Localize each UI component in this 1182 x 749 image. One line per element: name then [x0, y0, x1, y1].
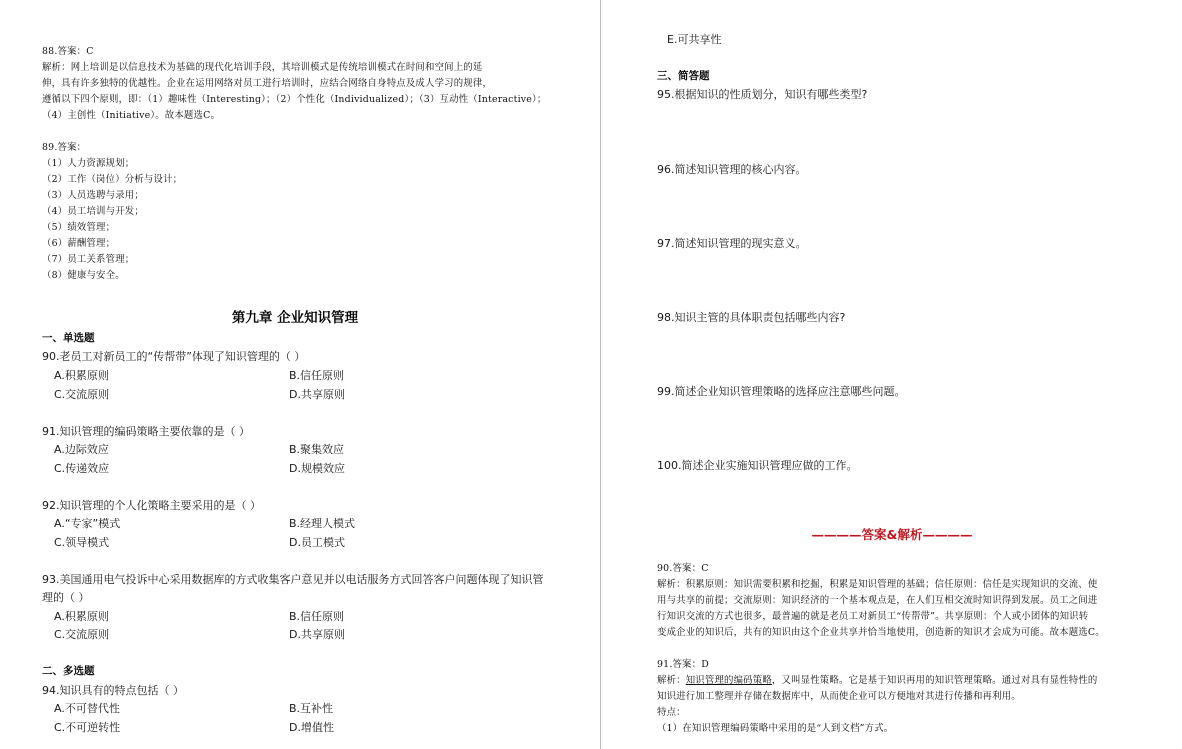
answer-90-line: 用与共享的前提；交流原则：知识经济的一个基本观点是，在人们互相交流时知识得到发展。员工之间进 [657, 595, 1098, 606]
option-e: E.可共享性 [667, 33, 722, 46]
option-c: C.传递效应 [54, 462, 110, 475]
section-multiple-choice: 二、多选题 [42, 665, 95, 677]
answer-91-line [657, 673, 1097, 689]
answer-90-title: 90.答案：C [657, 563, 709, 574]
answer-88-line: （4）主创性（Initiative）。故本题选C。 [42, 110, 221, 121]
option-d: D.共享原则 [289, 388, 345, 401]
option-d: D.共享原则 [289, 628, 345, 641]
answer-88-title: 88.答案：C [42, 46, 94, 57]
question-99: 99.简述企业知识管理策略的选择应注意哪些问题。 [657, 385, 906, 398]
right-page [602, 0, 1182, 749]
answer-88-line: 伸，具有许多独特的优越性。企业在运用网络对员工进行培训时，应结合网络自身特点及成人学习的规律， [42, 78, 493, 89]
answer-91-line: 特点： [657, 707, 686, 718]
section-short-answer: 三、简答题 [657, 70, 710, 82]
answer-91-underlined-term: 知识管理的编码策略 [685, 675, 772, 686]
question-94: 94.知识具有的特点包括（ ） [42, 684, 184, 697]
question-92: 92.知识管理的个人化策略主要采用的是（ ） [42, 499, 261, 512]
question-97: 97.简述知识管理的现实意义。 [657, 237, 807, 250]
answer-91-prefix: 解析： [657, 675, 686, 686]
answer-89-line: （4）员工培训与开发； [42, 206, 144, 217]
answer-88-line: 解析：网上培训是以信息技术为基础的现代化培训手段，其培训模式是传统培训模式在时间和空间上的延 [42, 62, 483, 73]
answer-88-line: 遵循以下四个原则，即：（1）趣味性（Interesting）；（2）个性化（Individualized）；（3）互动性（Interactive）； [42, 94, 547, 105]
option-b: B.信任原则 [289, 610, 345, 623]
option-b: B.聚集效应 [289, 443, 345, 456]
option-a: A.“专家”模式 [54, 517, 121, 530]
answer-89-line: （5）绩效管理； [42, 222, 116, 233]
answer-89-line: （2）工作（岗位）分析与设计； [42, 174, 183, 185]
question-100: 100.简述企业实施知识管理应做的工作。 [657, 459, 858, 472]
answer-91-line: （1）在知识管理编码策略中采用的是“人到文档”方式。 [657, 723, 894, 734]
option-d: D.增值性 [289, 721, 334, 734]
page-divider [600, 0, 601, 749]
question-98: 98.知识主管的具体职责包括哪些内容? [657, 311, 846, 324]
question-93: 93.美国通用电气投诉中心采用数据库的方式收集客户意见并以电话服务方式回答客户问题体现了知识管 [42, 573, 544, 586]
answer-91-title: 91.答案：D [657, 659, 709, 670]
option-a: A.积累原则 [54, 369, 109, 382]
question-96: 96.简述知识管理的核心内容。 [657, 163, 807, 176]
option-a: A.不可替代性 [54, 702, 120, 715]
answer-91-line: 知识进行加工整理并存储在数据库中，从而使企业可以方便地对其进行传播和再利用。 [657, 691, 1021, 702]
option-d: D.规模效应 [289, 462, 345, 475]
option-a: A.边际效应 [54, 443, 109, 456]
answer-89-line: （8）健康与安全。 [42, 270, 125, 281]
answer-89-line: （6）薪酬管理； [42, 238, 116, 249]
answer-90-line: 行知识交流的方式也很多，最普遍的就是老员工对新员工“传帮带”。共享原则：个人或小团体的知识转 [657, 611, 1089, 622]
section-single-choice: 一、单选题 [42, 332, 95, 344]
option-c: C.领导模式 [54, 536, 110, 549]
answer-89-line: （1）人力资源规划； [42, 158, 135, 169]
option-c: C.交流原则 [54, 628, 110, 641]
answer-89-title: 89.答案： [42, 142, 87, 153]
option-b: B.经理人模式 [289, 517, 356, 530]
option-d: D.员工模式 [289, 536, 345, 549]
answer-90-line: 变成企业的知识后，共有的知识由这个企业共享并恰当地使用，创造新的知识才会成为可能。故本题选C。 [657, 627, 1105, 638]
question-95: 95.根据知识的性质划分，知识有哪些类型? [657, 88, 868, 101]
answers-banner: ————答案&解析———— [811, 527, 973, 542]
answer-90-line: 解析：积累原则：知识需要积累和挖掘，积累是知识管理的基础；信任原则：信任是实现知识的交流、使 [657, 579, 1098, 590]
question-91: 91.知识管理的编码策略主要依靠的是（ ） [42, 425, 250, 438]
chapter-title: 第九章 企业知识管理 [231, 310, 359, 326]
answer-89-line: （7）员工关系管理； [42, 254, 135, 265]
question-90: 90.老员工对新员工的“传帮带”体现了知识管理的（ ） [42, 350, 306, 363]
option-c: C.交流原则 [54, 388, 110, 401]
option-b: B.信任原则 [289, 369, 345, 382]
option-c: C.不可逆转性 [54, 721, 121, 734]
option-b: B.互补性 [289, 702, 334, 715]
answer-89-line: （3）人员选聘与录用； [42, 190, 144, 201]
answer-91-rest: ，又叫显性策略。它是基于知识再用的知识管理策略。通过对具有显性特性的 [771, 675, 1098, 686]
option-a: A.积累原则 [54, 610, 109, 623]
question-93-cont: 理的（ ） [42, 591, 90, 604]
